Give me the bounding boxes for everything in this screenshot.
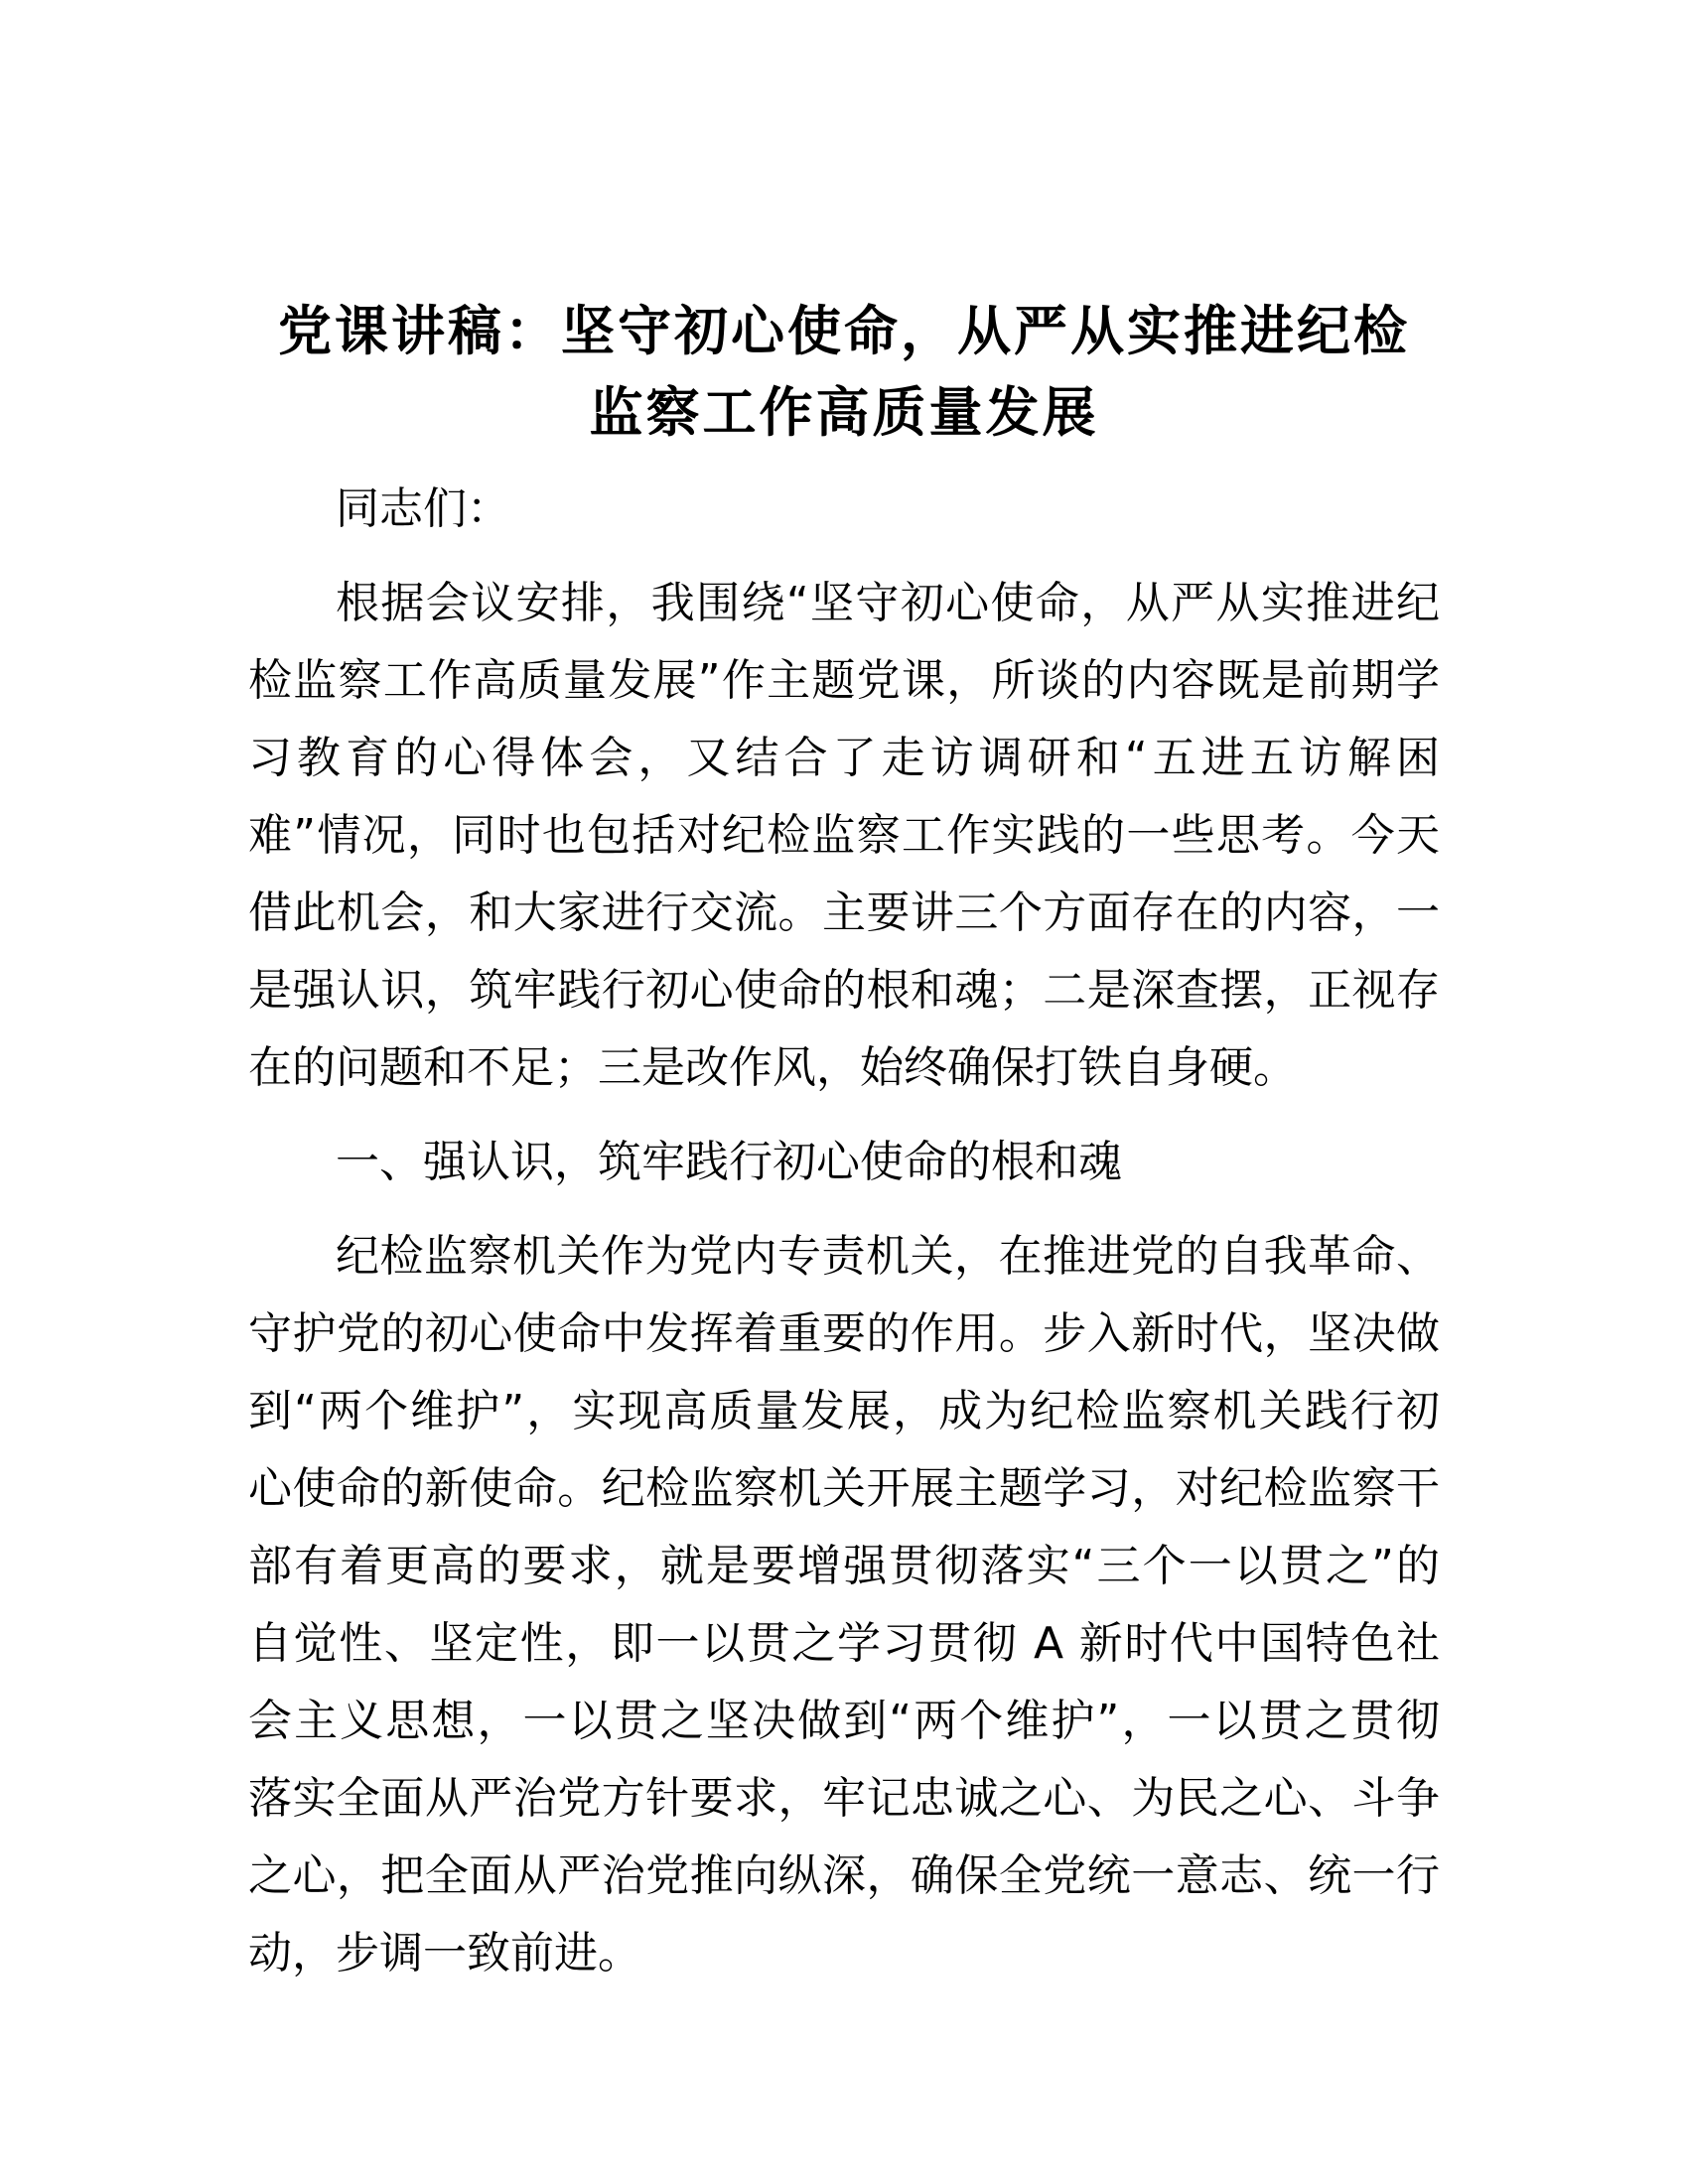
text-line: 会主义思想，一以贯之坚决做到“两个维护”，一以贯之贯彻 — [248, 1696, 1440, 1746]
text-line: 动，步调一致前进。 — [248, 1928, 641, 1979]
text-line: 习教育的心得体会，又结合了走访调研和“五进五访解困 — [248, 733, 1440, 783]
text-line: 之心，把全面从严治党推向纵深，确保全党统一意志、统一行 — [248, 1850, 1440, 1901]
text-line: 心使命的新使命。纪检监察机关开展主题学习，对纪检监察干 — [248, 1463, 1440, 1514]
paragraph — [248, 471, 1440, 548]
title-line: 党课讲稿：坚守初心使命，从严从实推进纪检 — [278, 300, 1410, 362]
text-line: 纪检监察机关作为党内专责机关，在推进党的自我革命、 — [336, 1231, 1440, 1282]
text-line: 到“两个维护”，实现高质量发展，成为纪检监察机关践行初 — [248, 1386, 1440, 1436]
text-line: 部有着更高的要求，就是要增强贯彻落实“三个一以贯之”的 — [248, 1541, 1440, 1591]
title-line: 监察工作高质量发展 — [589, 381, 1099, 444]
document-body — [248, 471, 1440, 1992]
text-line: 在的问题和不足；三是改作风，始终确保打铁自身硬。 — [248, 1042, 1297, 1093]
text-line: 守护党的初心使命中发挥着重要的作用。步入新时代，坚决做 — [248, 1308, 1440, 1359]
paragraph — [248, 1218, 1440, 1992]
text-line: 是强认识，筑牢践行初心使命的根和魂；二是深查摆，正视存 — [248, 965, 1440, 1016]
text-line: 一、强认识，筑牢践行初心使命的根和魂 — [336, 1137, 1122, 1187]
document-title — [248, 291, 1440, 454]
section-heading — [248, 1124, 1440, 1201]
text-line: 借此机会，和大家进行交流。主要讲三个方面存在的内容，一 — [248, 887, 1440, 938]
text-line: 自觉性、坚定性，即一以贯之学习贯彻 A 新时代中国特色社 — [248, 1618, 1440, 1669]
text-line: 落实全面从严治党方针要求，牢记忠诚之心、为民之心、斗争 — [248, 1773, 1440, 1824]
text-line: 同志们： — [336, 483, 510, 534]
text-line: 根据会议安排，我围绕“坚守初心使命，从严从实推进纪 — [336, 578, 1440, 628]
document-content — [248, 291, 1440, 1992]
paragraph — [248, 565, 1440, 1107]
text-line: 检监察工作高质量发展”作主题党课，所谈的内容既是前期学 — [248, 655, 1440, 706]
text-line: 难”情况，同时也包括对纪检监察工作实践的一些思考。今天 — [248, 810, 1440, 861]
